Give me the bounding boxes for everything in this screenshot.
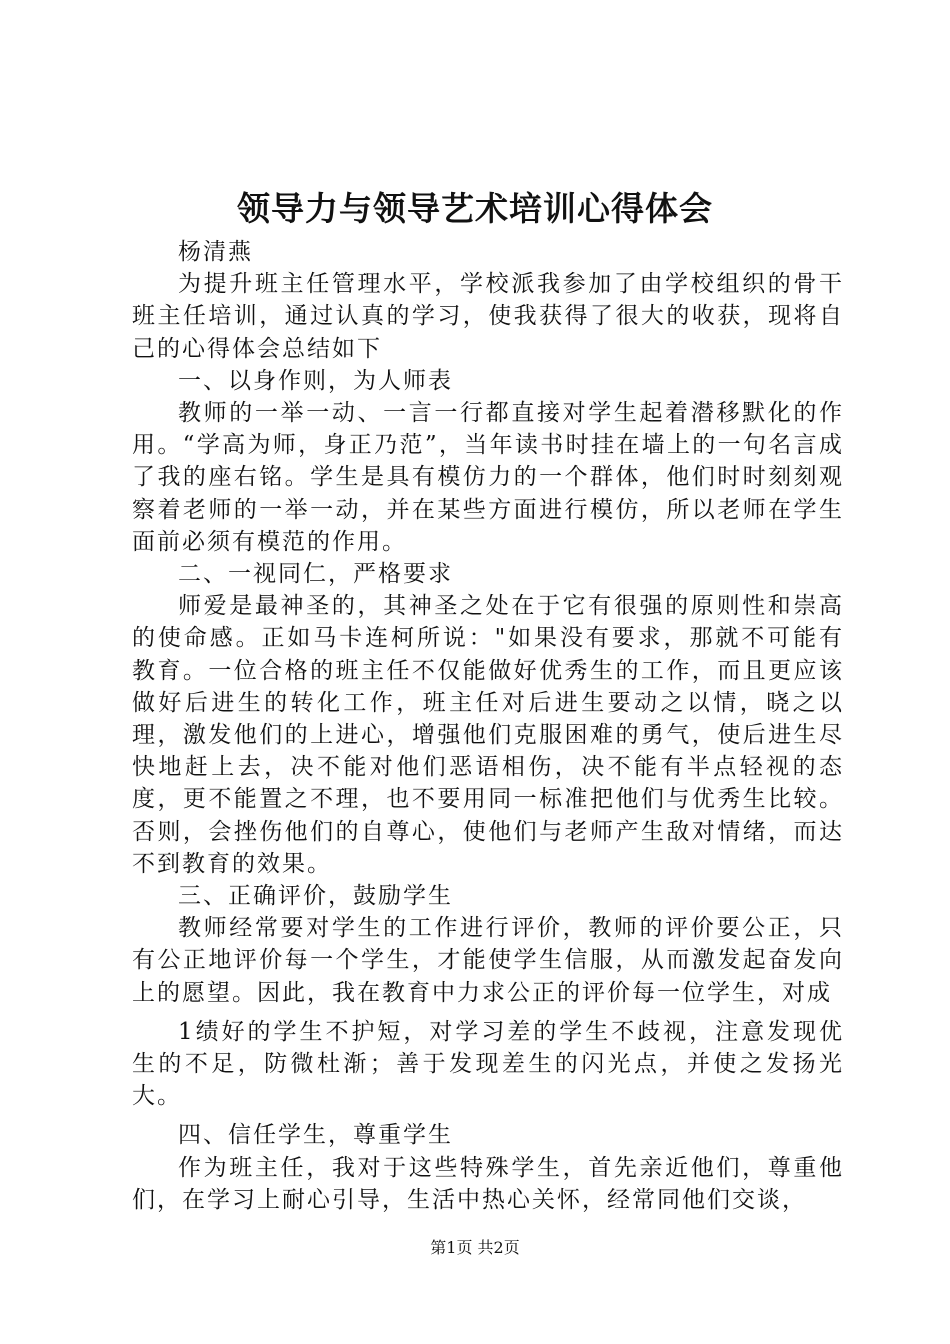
- section-heading-3: 三、正确评价，鼓励学生: [178, 883, 453, 910]
- document-body: [132, 236, 844, 1216]
- section-heading-4: 四、信任学生，尊重学生: [178, 1122, 453, 1149]
- author-line: 杨清燕: [178, 239, 253, 265]
- paragraph-section-3-continued: 1绩好的学生不护短，对学习差的学生不歧视，注意发现优生的不足，防微杜渐；善于发现差生的闪光点，并使之发扬光大。: [132, 1018, 844, 1110]
- paragraph-section-1: 教师的一举一动、一言一行都直接对学生起着潜移默化的作用。“学高为师，身正乃范”，当年读书时挂在墙上的一句名言成了我的座右铭。学生是具有模仿力的一个群体，他们时时刻刻观察着老师的一举一动，并在某些方面进行模仿，所以老师在学生面前必须有模范的作用。: [132, 400, 844, 555]
- paragraph-intro: 为提升班主任管理水平，学校派我参加了由学校组织的骨干班主任培训，通过认真的学习，使我获得了很大的收获，现将自己的心得体会总结如下: [132, 271, 844, 362]
- paragraph-section-3: 教师经常要对学生的工作进行评价，教师的评价要公正，只有公正地评价每一个学生，才能使学生信服，从而激发起奋发向上的愿望。因此，我在教育中力求公正的评价每一位学生，对成: [132, 915, 844, 1006]
- section-heading-2: 二、一视同仁，严格要求: [178, 561, 453, 588]
- paragraph-section-4: 作为班主任，我对于这些特殊学生，首先亲近他们，尊重他们，在学习上耐心引导，生活中热心关怀，经常同他们交谈，: [132, 1154, 844, 1213]
- section-heading-1: 一、以身作则，为人师表: [178, 367, 453, 394]
- document-title: 领导力与领导艺术培训心得体会: [237, 189, 713, 228]
- paragraph-section-2: 师爱是最神圣的，其神圣之处在于它有很强的原则性和崇高的使命感。正如马卡连柯所说："如果没有要求，那就不可能有教育。一位合格的班主任不仅能做好优秀生的工作，而且更应该做好后进生的转化工作，班主任对后进生要动之以情，晓之以理，激发他们的上进心，增强他们克服困难的勇气，使后进生尽快地赶上去，决不能对他们恶语相伤，决不能有半点轻视的态度，更不能置之不理，也不要用同一标准把他们与优秀生比较。否则，会挫伤他们的自尊心，使他们与老师产生敌对情绪，而达不到教育的效果。: [132, 593, 844, 877]
- page-footer: 第1页 共2页: [430, 1238, 520, 1257]
